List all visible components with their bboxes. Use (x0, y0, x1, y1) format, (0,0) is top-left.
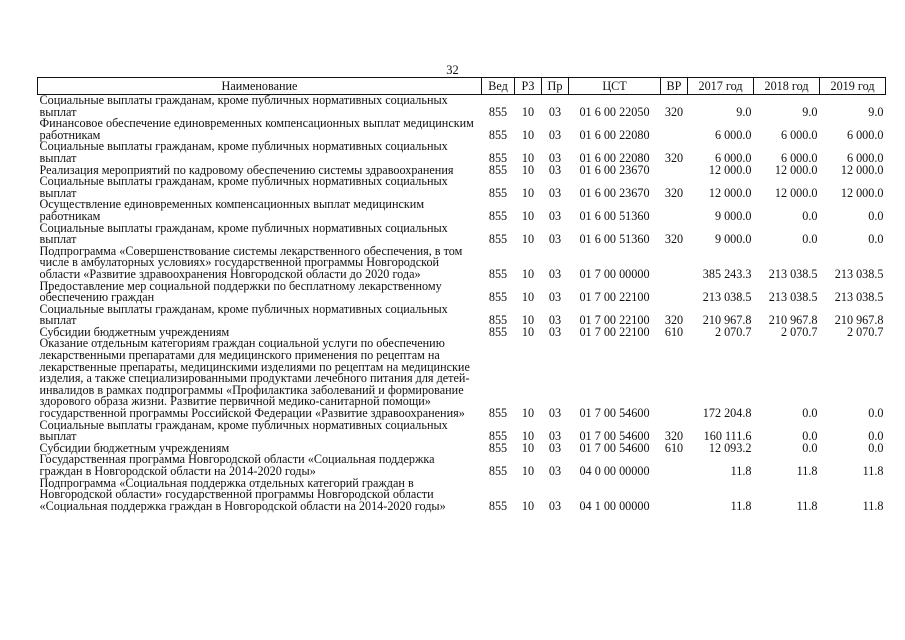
cell-2018: 0.0 (802, 406, 818, 421)
cell-2019: 9.0 (868, 104, 884, 119)
cell-cst: 01 6 00 22050 (579, 104, 650, 119)
table-row (38, 420, 886, 443)
cell-cst: 01 7 00 00000 (579, 266, 650, 281)
cell-ved: 855 (488, 290, 508, 305)
cell-2018: 2 070.7 (780, 324, 818, 339)
cell-name: Государственная программа Новгородской области «Социальная поддержка граждан в Новгородской области на 2014-2020 годы» (39, 452, 435, 478)
cell-rz: 10 (521, 150, 535, 165)
cell-2019: 2 070.7 (846, 324, 884, 339)
header-2019: 2019 год (820, 78, 886, 95)
cell-rz: 10 (521, 232, 535, 247)
cell-ved: 855 (488, 185, 508, 200)
cell-ved: 855 (488, 150, 508, 165)
cell-name: Подпрограмма «Совершенствование системы лекарственного обеспечения, в том числе в амбулаторных условиях» государственной программы Новгородской области «Развитие здравоохранения Новгородской области до 2020 года» (39, 243, 463, 281)
cell-name: Социальные выплаты гражданам, кроме публичных нормативных социальных выплат (39, 220, 448, 247)
header-ved: Вед (482, 78, 515, 95)
cell-2017: 9.0 (736, 104, 752, 119)
cell-cst: 04 1 00 00000 (579, 498, 650, 513)
cell-2017: 385 243.3 (702, 266, 752, 281)
cell-cst: 01 7 00 22100 (579, 313, 650, 328)
cell-pr: 03 (548, 440, 562, 455)
cell-pr: 03 (548, 162, 562, 177)
cell-2019: 213 038.5 (834, 290, 884, 305)
cell-2019: 0.0 (868, 208, 884, 223)
cell-2019: 12 000.0 (840, 185, 884, 200)
cell-ved: 855 (488, 232, 508, 247)
table-row (38, 141, 886, 164)
table-row (38, 95, 886, 119)
cell-vr: 320 (664, 313, 684, 328)
cell-cst: 01 6 00 23670 (579, 162, 650, 177)
cell-ved: 855 (488, 266, 508, 281)
table-header (38, 78, 886, 95)
cell-vr: 610 (664, 440, 684, 455)
cell-ved: 855 (488, 440, 508, 455)
cell-cst: 01 7 00 22100 (579, 290, 650, 305)
header-cst: ЦСТ (569, 78, 661, 95)
cell-vr: 320 (664, 150, 684, 165)
cell-vr (661, 165, 688, 177)
cell-2019: 12 000.0 (840, 162, 884, 177)
cell-vr: 320 (664, 185, 684, 200)
table-row (38, 338, 886, 419)
cell-2019: 0.0 (868, 406, 884, 421)
header-name: Наименование (38, 78, 482, 95)
cell-ved: 855 (488, 104, 508, 119)
cell-rz: 10 (521, 498, 535, 513)
cell-cst: 01 7 00 54600 (579, 429, 650, 444)
cell-vr (661, 338, 688, 419)
cell-ved: 855 (488, 498, 508, 513)
cell-2019: 6 000.0 (846, 127, 884, 142)
cell-rz: 10 (521, 290, 535, 305)
table-row (38, 118, 886, 141)
cell-2018: 213 038.5 (768, 290, 818, 305)
cell-pr: 03 (548, 232, 562, 247)
cell-vr: 320 (664, 232, 684, 247)
cell-pr: 03 (548, 464, 562, 478)
cell-2017: 12 000.0 (708, 162, 752, 177)
cell-vr (661, 454, 688, 477)
cell-2019: 0.0 (868, 232, 884, 247)
cell-pr: 03 (548, 104, 562, 119)
cell-ved: 855 (488, 313, 508, 328)
cell-2019: 213 038.5 (834, 266, 884, 281)
header-2017: 2017 год (688, 78, 754, 95)
cell-2019: 0.0 (868, 440, 884, 455)
cell-ved: 855 (488, 429, 508, 444)
header-vr: ВР (661, 78, 688, 95)
cell-pr: 03 (548, 324, 562, 339)
budget-table (37, 77, 886, 512)
cell-rz: 10 (521, 440, 535, 455)
cell-rz: 10 (521, 162, 535, 177)
cell-ved: 855 (488, 324, 508, 339)
header-pr: Пр (542, 78, 569, 95)
cell-cst: 01 6 00 51360 (579, 232, 650, 247)
cell-name: Субсидии бюджетным учреждениям (39, 324, 230, 339)
cell-2017: 213 038.5 (702, 290, 752, 305)
table-row (38, 304, 886, 327)
cell-2019: 11.8 (862, 464, 884, 478)
cell-ved: 855 (488, 127, 508, 142)
header-2018: 2018 год (754, 78, 820, 95)
cell-2019: 0.0 (868, 429, 884, 444)
cell-ved: 855 (488, 208, 508, 223)
table-row (38, 246, 886, 281)
cell-2018: 11.8 (796, 498, 818, 513)
table-row (38, 454, 886, 477)
table-row (38, 478, 886, 513)
header-rz: РЗ (515, 78, 542, 95)
cell-name: Финансовое обеспечение единовременных компенсационных выплат медицинским работникам (39, 116, 474, 142)
cell-2017: 160 111.6 (703, 429, 752, 444)
cell-2018: 0.0 (802, 232, 818, 247)
table-body (38, 95, 886, 513)
cell-name: Оказание отдельным категориям граждан социальной услуги по обеспечению лекарственными препаратами для медицинского применения по рецептам на лекарственные препараты, медицинскими изделиями по рецептам на медицинские изделия, а также специализированными продуктами лечебного питания для детей-инвалидов в рамках подпрограммы «Профилактика заболеваний и формирование здорового образа жизни. Развитие первичной медико-санитарной помощи» государственной программы Российской Федерации «Развитие здравоохранения» (39, 336, 470, 421)
cell-2017: 2 070.7 (714, 324, 752, 339)
cell-cst: 01 6 00 23670 (579, 185, 650, 200)
table-row (38, 223, 886, 246)
cell-name: Подпрограмма «Социальная поддержка отдельных категорий граждан в Новгородской области» государственной программы Новгородской области «Социальная поддержка граждан в Новгородской области на 2014-2020 годы» (39, 475, 446, 513)
cell-2017: 12 000.0 (708, 185, 752, 200)
cell-name: Социальные выплаты гражданам, кроме публичных нормативных социальных выплат (39, 301, 448, 328)
cell-rz: 10 (521, 185, 535, 200)
cell-name: Предоставление мер социальной поддержки по бесплатному лекарственному обеспечению граждан (39, 278, 442, 305)
cell-rz: 10 (521, 464, 535, 478)
cell-vr (661, 246, 688, 281)
cell-cst: 01 7 00 54600 (579, 406, 650, 421)
cell-2017: 11.8 (730, 464, 752, 478)
cell-2018: 0.0 (802, 208, 818, 223)
cell-cst: 01 6 00 22080 (579, 127, 650, 142)
cell-cst: 01 6 00 51360 (579, 208, 650, 223)
cell-rz: 10 (521, 208, 535, 223)
cell-name: Социальные выплаты гражданам, кроме публичных нормативных социальных выплат (39, 93, 448, 119)
table-row (38, 176, 886, 199)
cell-vr (661, 199, 688, 222)
cell-rz: 10 (521, 429, 535, 444)
cell-pr: 03 (548, 208, 562, 223)
cell-rz: 10 (521, 406, 535, 421)
cell-cst: 01 7 00 54600 (579, 440, 650, 455)
cell-ved: 855 (488, 162, 508, 177)
cell-2018: 6 000.0 (780, 150, 818, 165)
cell-2019: 210 967.8 (834, 313, 884, 328)
cell-pr: 03 (548, 185, 562, 200)
cell-pr: 03 (548, 406, 562, 421)
cell-2018: 9.0 (802, 104, 818, 119)
cell-vr: 320 (664, 429, 684, 444)
cell-2017: 11.8 (730, 498, 752, 513)
cell-cst: 01 6 00 22080 (579, 150, 650, 165)
cell-ved: 855 (488, 464, 508, 478)
cell-2019: 11.8 (862, 498, 884, 513)
cell-vr (661, 118, 688, 141)
cell-2017: 12 093.2 (708, 440, 752, 455)
table-row (38, 199, 886, 222)
cell-name: Осуществление единовременных компенсационных выплат медицинским работникам (39, 197, 425, 223)
cell-rz: 10 (521, 313, 535, 328)
cell-2018: 6 000.0 (780, 127, 818, 142)
cell-pr: 03 (548, 429, 562, 444)
cell-2018: 213 038.5 (768, 266, 818, 281)
cell-vr (661, 478, 688, 513)
cell-rz: 10 (521, 266, 535, 281)
cell-name: Субсидии бюджетным учреждениям (39, 440, 230, 455)
cell-2018: 12 000.0 (774, 162, 818, 177)
cell-2019: 6 000.0 (846, 150, 884, 165)
cell-2018: 0.0 (802, 440, 818, 455)
cell-pr: 03 (548, 266, 562, 281)
page-number: 32 (446, 63, 459, 77)
cell-pr: 03 (548, 498, 562, 513)
cell-rz: 10 (521, 324, 535, 339)
cell-2018: 12 000.0 (774, 185, 818, 200)
cell-vr: 320 (664, 104, 684, 119)
cell-name: Социальные выплаты гражданам, кроме публичных нормативных социальных выплат (39, 174, 448, 200)
cell-cst: 01 7 00 22100 (579, 324, 650, 339)
cell-2018: 210 967.8 (768, 313, 818, 328)
cell-2017: 9 000.0 (714, 208, 752, 223)
cell-2017: 9 000.0 (714, 232, 752, 247)
cell-pr: 03 (548, 150, 562, 165)
cell-pr: 03 (548, 127, 562, 142)
cell-cst: 04 0 00 00000 (579, 464, 650, 478)
cell-2017: 210 967.8 (702, 313, 752, 328)
table-row (38, 281, 886, 304)
cell-2017: 6 000.0 (714, 127, 752, 142)
cell-name: Социальные выплаты гражданам, кроме публичных нормативных социальных выплат (39, 139, 448, 165)
cell-rz: 10 (521, 104, 535, 119)
cell-vr: 610 (664, 324, 684, 339)
cell-2018: 0.0 (802, 429, 818, 444)
cell-pr: 03 (548, 290, 562, 305)
cell-2017: 172 204.8 (702, 406, 752, 421)
cell-vr (661, 281, 688, 304)
cell-ved: 855 (488, 406, 508, 421)
cell-name: Социальные выплаты гражданам, кроме публичных нормативных социальных выплат (39, 417, 448, 444)
cell-2018: 11.8 (796, 464, 818, 478)
cell-2017: 6 000.0 (714, 150, 752, 165)
cell-pr: 03 (548, 313, 562, 328)
cell-name: Реализация мероприятий по кадровому обеспечению системы здравоохранения (39, 162, 454, 177)
cell-rz: 10 (521, 127, 535, 142)
